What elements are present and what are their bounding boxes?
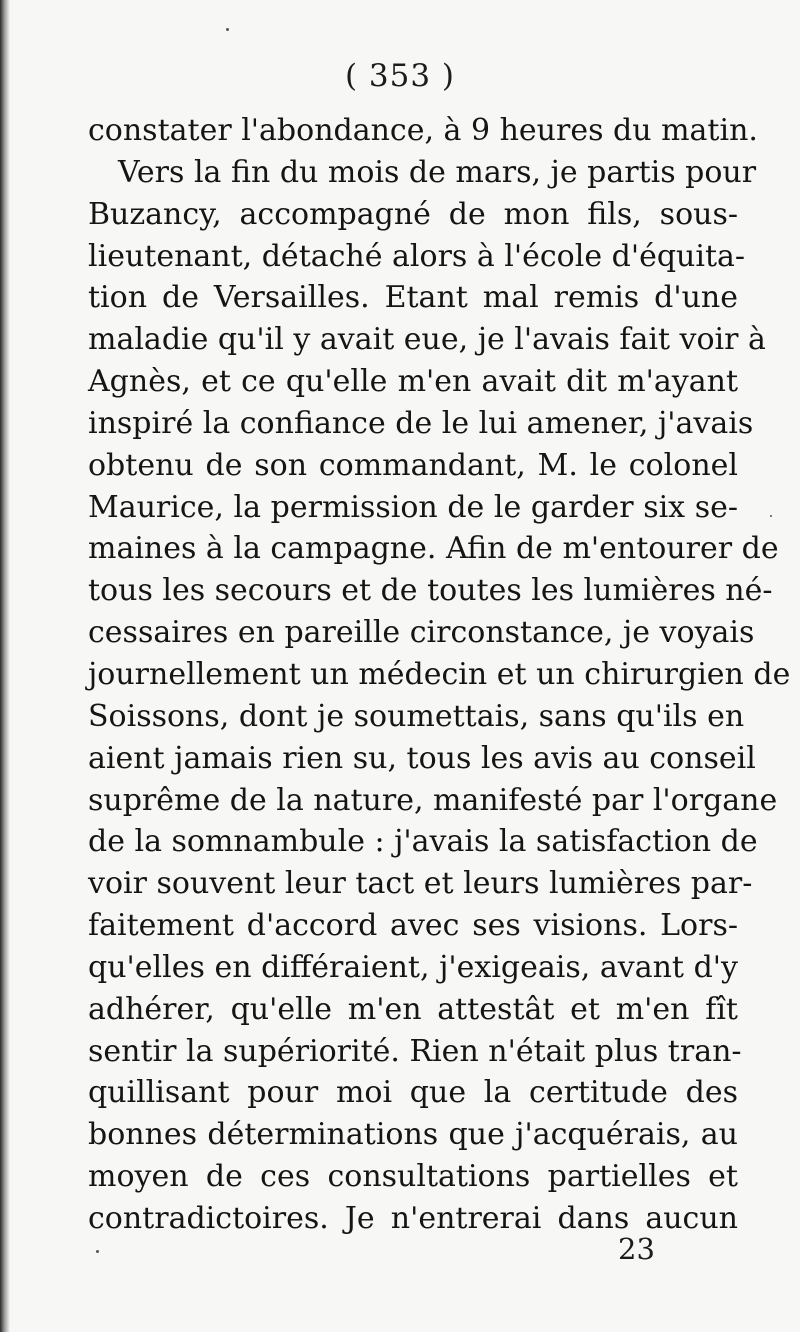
paper-speck <box>770 515 772 517</box>
text-line: Maurice, la permission de le garder six se- <box>88 489 738 525</box>
text-line: Agnès, et ce qu'elle m'en avait dit m'ayant <box>88 364 738 400</box>
text-line: constater l'abondance, à 9 heures du matin. <box>88 113 758 148</box>
paper-speck <box>226 28 229 31</box>
text-line: quillisant pour moi que la certitude des <box>88 1075 738 1111</box>
text-line: Buzancy, accompagné de mon fils, sous- <box>88 196 738 232</box>
text-line: journellement un médecin et un chirurgien de <box>88 656 791 692</box>
text-line: inspiré la confiance de le lui amener, j'avais <box>88 405 754 441</box>
text-line: adhérer, qu'elle m'en attestât et m'en fît <box>88 991 738 1027</box>
signature-mark: 23 <box>618 1232 655 1266</box>
text-line: maladie qu'il y avait eue, je l'avais fait voir à <box>88 322 766 358</box>
text-line: voir souvent leur tact et leurs lumières par- <box>88 866 753 902</box>
text-line: tion de Versailles. Etant mal remis d'une <box>88 280 738 316</box>
text-line: aient jamais rien su, tous les avis au conseil <box>88 740 756 776</box>
text-line: maines à la campagne. Afin de m'entourer de <box>88 531 779 567</box>
text-line: cessaires en pareille circonstance, je voyais <box>88 615 755 651</box>
page-number: ( 353 ) <box>344 58 456 94</box>
text-line: faitement d'accord avec ses visions. Lors- <box>88 908 738 944</box>
text-line: qu'elles en différaient, j'exigeais, avant d'y <box>88 949 738 985</box>
text-line: tous les secours et de toutes les lumières né- <box>88 573 773 609</box>
body-text <box>88 110 791 1240</box>
text-line: obtenu de son commandant, M. le colonel <box>88 447 738 483</box>
text-line: Soissons, dont je soumettais, sans qu'ils en <box>88 698 745 734</box>
paper-speck <box>96 1250 99 1253</box>
text-line: sentir la supériorité. Rien n'était plus tran- <box>88 1033 742 1069</box>
text-line: Vers la fin du mois de mars, je partis pour <box>118 154 757 190</box>
page-binding-edge <box>0 0 10 1332</box>
text-line: lieutenant, détaché alors à l'école d'équita- <box>88 238 746 274</box>
text-line: bonnes déterminations que j'acquérais, au <box>88 1117 738 1153</box>
text-line: contradictoires. Je n'entrerai dans aucun <box>88 1200 738 1236</box>
text-line: de la somnambule : j'avais la satisfaction de <box>88 824 758 860</box>
text-line: moyen de ces consultations partielles et <box>88 1159 738 1195</box>
text-line: suprême de la nature, manifesté par l'organe <box>88 782 778 818</box>
